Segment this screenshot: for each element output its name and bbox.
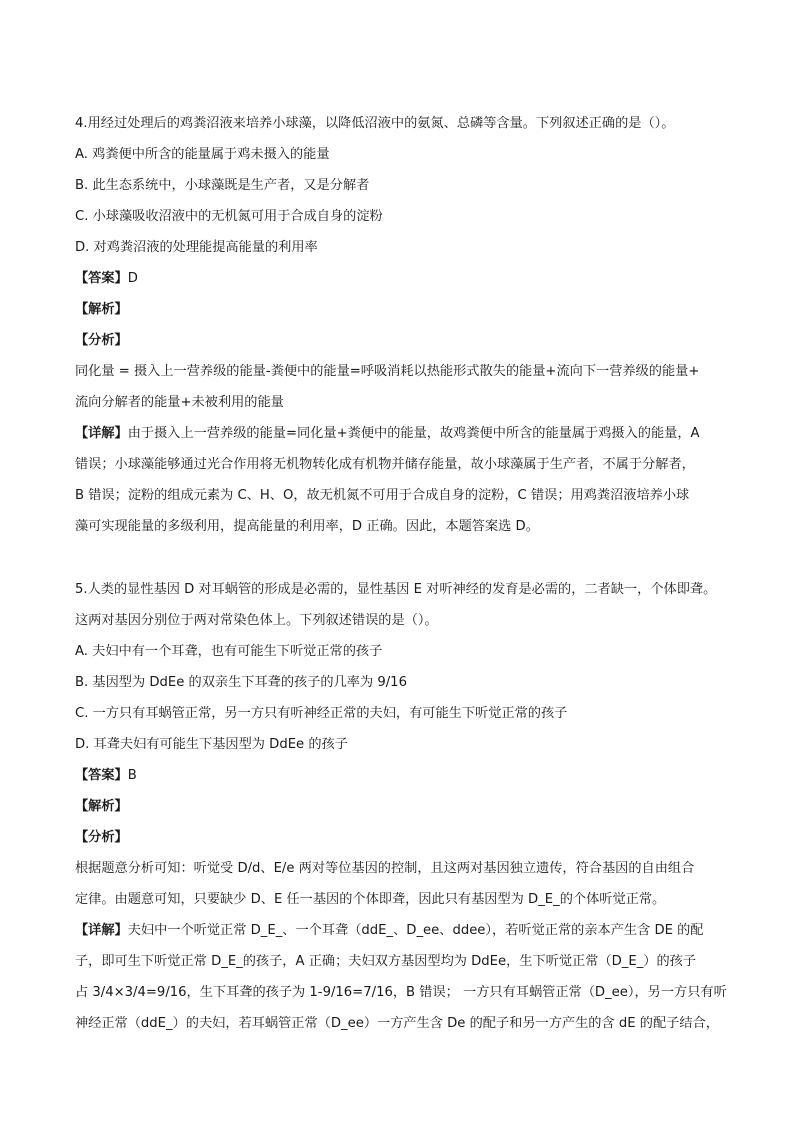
q4-detail-line-2: 错误；小球藻能够通过光合作用将无机物转化成有机物并储存能量，故小球藻属于生产者，不属于分解者， [75,457,695,472]
q4-analysis-heading: 【解析】 [75,302,128,317]
q4-option-d: D. 对鸡粪沼液的处理能提高能量的利用率 [75,240,318,255]
q4-stem: 4.用经过处理后的鸡粪沼液来培养小球藻，以降低沼液中的氨氮、总磷等含量。下列叙述正确的是（）。 [75,116,675,131]
q5-option-d: D. 耳聋夫妇有可能生下基因型为 DdEe 的孩子 [75,737,348,752]
q5-stem-line-1: 5.人类的显性基因 D 对耳蜗管的形成是必需的，显性基因 E 对听神经的发育是必需的，二者缺一，个体即聋。 [75,582,717,597]
q5-answer-tag: 【答案】 [75,768,128,783]
q4-option-a: A. 鸡粪便中所含的能量属于鸡未摄入的能量 [75,147,330,162]
q5-analysis-heading: 【解析】 [75,799,128,814]
q5-fenxi-heading: 【分析】 [75,830,128,845]
q5-detail-tag: 【详解】 [75,923,128,938]
q5-fenxi-line-1: 根据题意分析可知：听觉受 D/d、E/e 两对等位基因的控制，且这两对基因独立遗传，符合基因的自由组合 [75,861,695,876]
q4-fenxi-line-2: 流向分解者的能量+未被利用的能量 [75,395,284,410]
q5-option-a: A. 夫妇中有一个耳聋，也有可能生下听觉正常的孩子 [75,644,383,659]
q5-detail-text-1: 夫妇中一个听觉正常 D_E_、一个耳聋（ddE_、D_ee、ddee），若听觉正常的亲本产生含 DE 的配 [127,923,704,938]
q5-fenxi-line-2: 定律。由题意可知，只要缺少 D、E 任一基因的个体即聋，因此只有基因型为 D_E_的个体听觉正常。 [75,892,666,907]
q5-detail-line-1 [75,922,704,940]
q4-answer [75,270,138,288]
q4-option-b: B. 此生态系统中，小球藻既是生产者，又是分解者 [75,178,370,193]
q5-option-c: C. 一方只有耳蜗管正常，另一方只有听神经正常的夫妇，有可能生下听觉正常的孩子 [75,706,568,721]
q4-detail-line-4: 藻可实现能量的多级利用，提高能量的利用率，D 正确。因此，本题答案选 D。 [75,519,539,534]
q5-answer [75,767,137,785]
q5-detail-line-4: 神经正常（ddE_）的夫妇，若耳蜗管正常（D_ee）一方产生含 De 的配子和另一方产生的含 dE 的配子结合， [75,1016,719,1031]
q4-detail-line-1 [75,425,700,443]
q5-detail-line-3: 占 3/4×3/4=9/16，生下耳聋的孩子为 1-9/16=7/16，B 错误； 一方只有耳蜗管正常（D_ee），另一方只有听 [75,985,727,1000]
q5-answer-value: B [127,768,137,783]
q5-option-b: B. 基因型为 DdEe 的双亲生下耳聋的孩子的几率为 9/16 [75,675,407,690]
q4-answer-tag: 【答案】 [75,271,128,286]
q4-option-c: C. 小球藻吸收沼液中的无机氮可用于合成自身的淀粉 [75,209,383,224]
q4-answer-value: D [127,271,138,286]
q4-fenxi-heading: 【分析】 [75,333,128,348]
q4-detail-line-3: B 错误；淀粉的组成元素为 C、H、O，故无机氮不可用于合成自身的淀粉，C 错误；用鸡粪沼液培养小球 [75,488,690,503]
q4-detail-tag: 【详解】 [75,426,128,441]
q4-detail-text-1: 由于摄入上一营养级的能量=同化量+粪便中的能量，故鸡粪便中所含的能量属于鸡摄入的能量，A [127,426,700,441]
q5-stem-line-2: 这两对基因分别位于两对常染色体上。下列叙述错误的是（）。 [75,613,438,628]
q4-fenxi-line-1: 同化量 = 摄入上一营养级的能量-粪便中的能量=呼吸消耗以热能形式散失的能量+流向下一营养级的能量+ [75,364,700,379]
q5-detail-line-2: 子，即可生下听觉正常 D_E_的孩子，A 正确；夫妇双方基因型均为 DdEe，生下听觉正常（D_E_）的孩子 [75,954,697,969]
